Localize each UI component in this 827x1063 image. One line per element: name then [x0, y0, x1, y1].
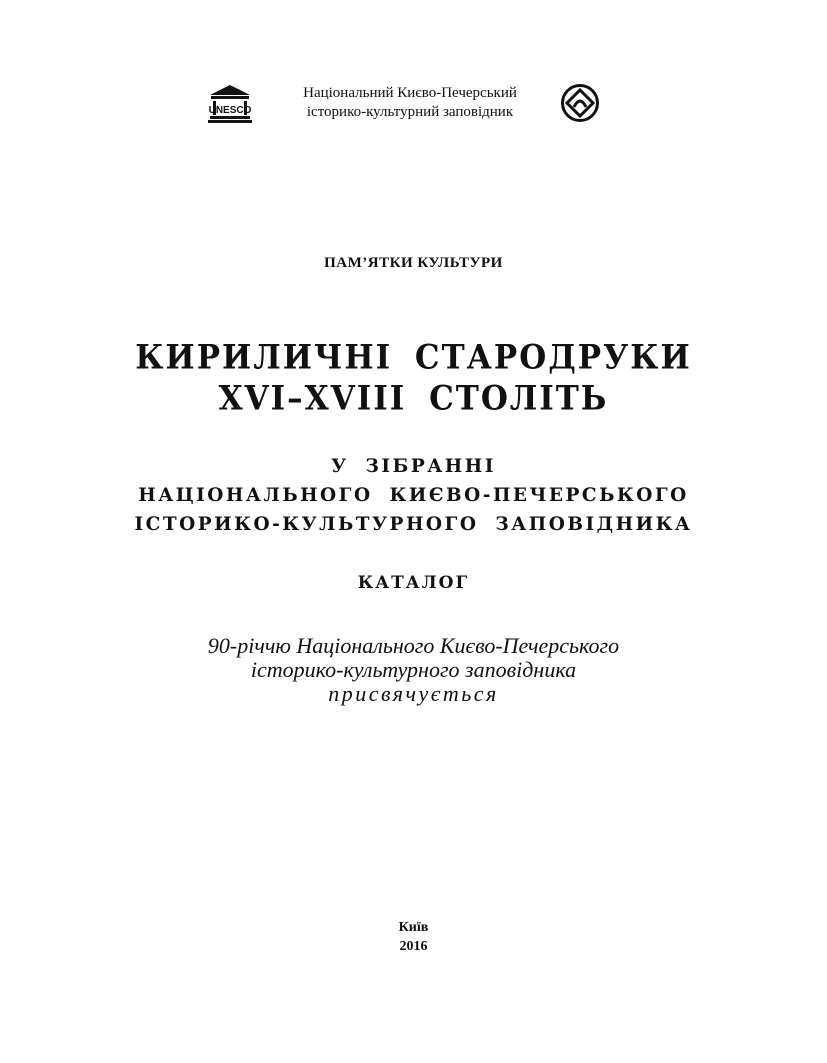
unesco-logo-text: UNESCO [208, 105, 252, 116]
unesco-logo [207, 84, 253, 124]
institution-line-1: Національний Києво-Печерський [303, 85, 517, 101]
world-heritage-icon [560, 83, 600, 123]
series-title: ПАМ’ЯТКИ КУЛЬТУРИ [324, 255, 503, 271]
subtitle-line-1: У ЗІБРАННІ [331, 456, 496, 477]
institution-line-2: історико-культурний заповідник [306, 104, 514, 120]
imprint-year: 2016 [399, 939, 428, 954]
title-line-2: XVI–XVIII СТОЛІТЬ [218, 379, 609, 418]
dedication [0, 634, 827, 706]
catalog-label: КАТАЛОГ [357, 573, 470, 593]
subtitle-line-2: НАЦІОНАЛЬНОГО КИЄВО-ПЕЧЕРСЬКОГО [138, 485, 689, 506]
dedication-line-3: присвячується [328, 681, 499, 706]
dedication-line-2: історико-культурного заповідника [250, 657, 577, 682]
title-line-1: КИРИЛИЧНІ СТАРОДРУКИ [135, 338, 692, 377]
book-subtitle [0, 452, 827, 539]
book-title [0, 337, 827, 419]
dedication-line-1: 90-річчю Національного Києво-Печерського [207, 633, 620, 658]
imprint-city: Київ [398, 920, 429, 935]
institution-name [280, 84, 540, 122]
imprint [0, 918, 827, 956]
subtitle-line-3: ІСТОРИКО-КУЛЬТУРНОГО ЗАПОВІДНИКА [134, 514, 693, 535]
